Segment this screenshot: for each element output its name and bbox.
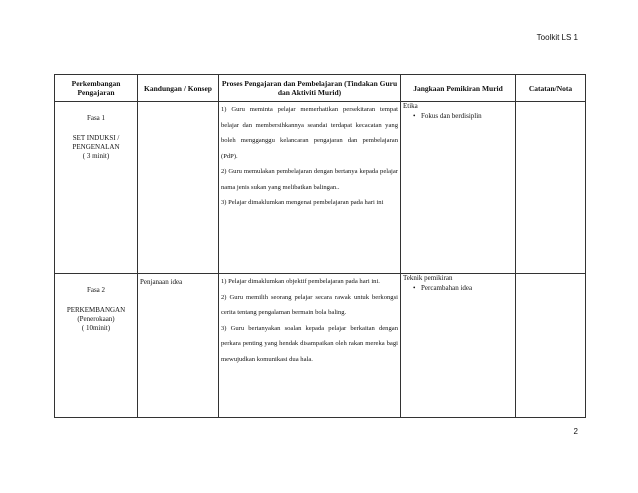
scope-cell <box>401 102 516 274</box>
document-header-tag: Toolkit LS 1 <box>536 33 578 42</box>
process-step: 2) Guru memilih seorang pelajar secara rawak untuk berkongsi cerita tentang pengalaman bermain bola baling. <box>221 293 398 316</box>
header-jangkaan: Jangkaan Pemikiran Murid <box>401 75 516 102</box>
header-catatan: Catatan/Nota <box>516 75 586 102</box>
scope-title: Teknik pemikiran <box>403 274 453 282</box>
process-cell <box>219 102 401 274</box>
process-step: 3) Guru bertanyakan soalan kepada pelajar berkaitan dengan perkara penting yang hendak disampaikan oleh rakan mereka bagi mewujudkan komunikasi dua hala. <box>221 324 398 363</box>
table-row <box>55 102 586 274</box>
table-header-row <box>55 75 586 102</box>
process-step: 3) Pelajar dimaklumkan mengenai pembelajaran pada hari ini <box>221 199 384 206</box>
scope-title: Etika <box>403 102 418 110</box>
header-proses: Proses Pengajaran dan Pembelajaran (Tindakan Guru dan Aktiviti Murid) <box>219 75 401 102</box>
note-cell <box>516 102 586 274</box>
page-number: 2 <box>573 427 578 436</box>
note-cell <box>516 274 586 418</box>
process-step: 1) Guru meminta pelajar memerhatikan persekitaran tempat belajar dan membersihkannya seandai terdapat kecacatan yang boleh mengganggu kelancaran pengajaran dan pembelajaran (PdP). <box>221 106 398 160</box>
process-step: 2) Guru memulakan pembelajaran dengan bertanya kepada pelajar nama jenis sukan yang melibatkan balingan.. <box>221 168 398 191</box>
header-kandungan: Kandungan / Konsep <box>138 75 219 102</box>
concept-cell: Penjanaan idea <box>138 274 219 418</box>
list-item: • Percambahan idea <box>421 284 513 293</box>
scope-list <box>403 112 513 121</box>
scope-cell <box>401 274 516 418</box>
list-item: • Fokus dan berdisiplin <box>421 112 513 121</box>
duration-label: ( 3 minit) <box>82 152 110 160</box>
process-cell <box>219 274 401 418</box>
phase-label: Fasa 1 <box>86 114 106 122</box>
phase-label: Fasa 2 <box>86 286 106 294</box>
duration-label: ( 10minit) <box>81 324 111 332</box>
header-perkembangan: Perkembangan Pengajaran <box>55 75 138 102</box>
stage-label: PERKEMBANGAN (Penerokaan) <box>66 306 126 323</box>
phase-cell <box>55 274 138 418</box>
lesson-plan-table <box>54 74 586 418</box>
table-row <box>55 274 586 418</box>
scope-list <box>403 284 513 293</box>
stage-label: SET INDUKSI / PENGENALAN <box>72 134 120 151</box>
process-step: 1) Pelajar dimaklumkan objektif pembelajaran pada hari ini. <box>221 278 380 285</box>
concept-cell <box>138 102 219 274</box>
phase-cell <box>55 102 138 274</box>
